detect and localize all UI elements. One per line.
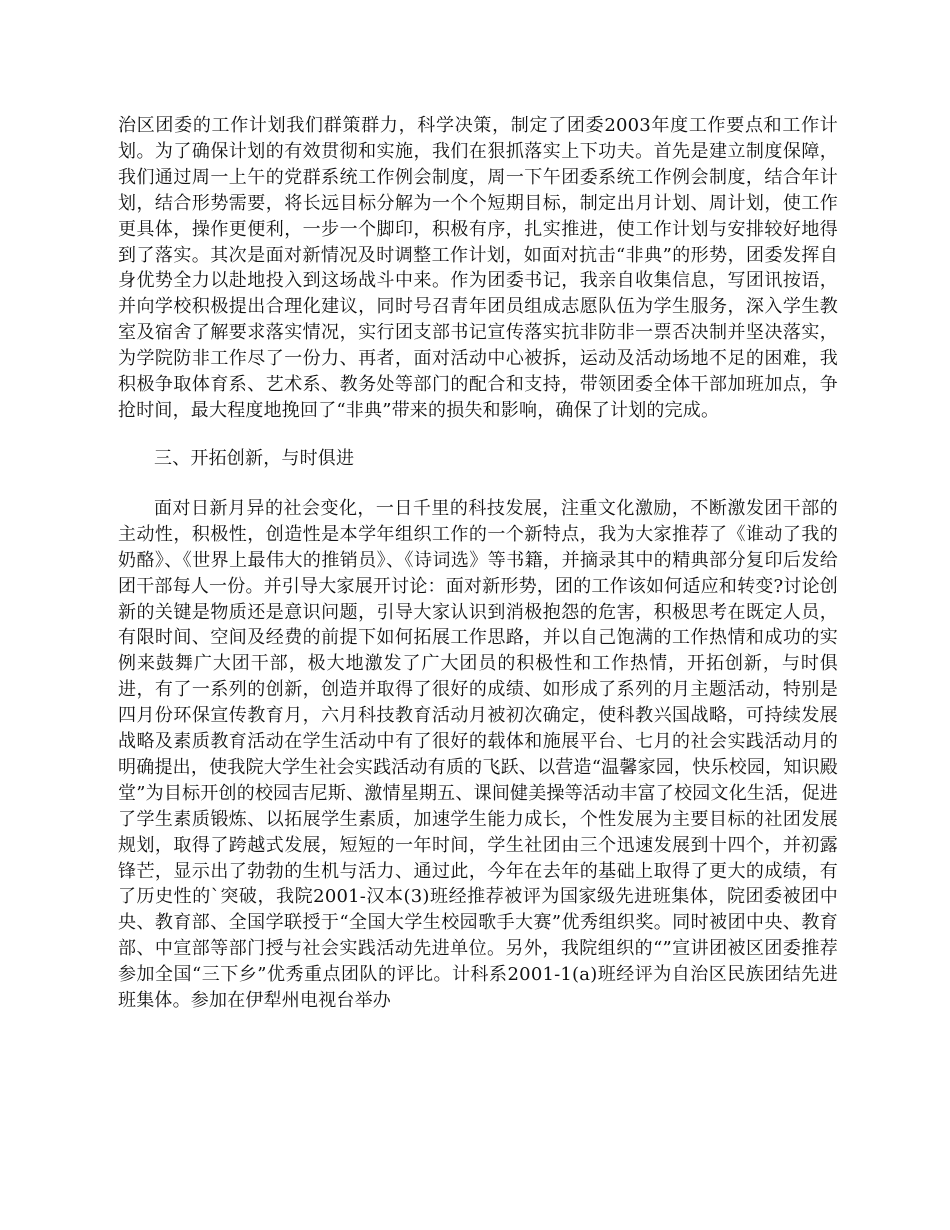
body-paragraph-innovation: 面对日新月异的社会变化，一日千里的科技发展，注重文化激励，不断激发团干部的主动性，积极性，创造性是本学年组织工作的一个新特点，我为大家推荐了《谁动了我的奶酪》、《世界上最伟大的推销员》、《诗词选》等书籍，并摘录其中的精典部分复印后发给团干部每人一份。并引导大家展开讨论：面对新形势，团的工作该如何适应和转变?讨论创新的关键是物质还是意识问题，引导大家认识到消极抱怨的危害，积极思考在既定人员，有限时间、空间及经费的前提下如何拓展工作思路，并以自己饱满的工作热情和成功的实例来鼓舞广大团干部，极大地激发了广大团员的积极性和工作热情，开拓创新，与时俱进，有了一系列的创新，创造并取得了很好的成绩、如形成了系列的月主题活动，特别是四月份环保宣传教育月，六月科技教育活动月被初次确定，使科教兴国战略，可持续发展战略及素质教育活动在学生活动中有了很好的载体和施展平台、七月的社会实践活动月的明确提出，使我院大学生社会实践活动有质的飞跃、以营造“温馨家园，快乐校园，知识殿堂”为目标开创的校园吉尼斯、激情星期五、课间健美操等活动丰富了校园文化生活，促进了学生素质锻炼、以拓展学生素质，加速学生能力成长，个性发展为主要目标的社团发展规划，取得了跨越式发展，短短的一年时间，学生社团由三个迅速发展到十四个，并初露锋芒，显示出了勃勃的生机与活力、通过此，今年在去年的基础上取得了更大的成绩，有了历史性的`突破，我院2001-汉本(3)班经推荐被评为国家级先进班集体，院团委被团中央、教育部、全国学联授于“全国大学生校园歌手大赛”优秀组织奖。同时被团中央、教育部、中宣部等部门授与社会实践活动先进单位。另外，我院组织的“”宣讲团被区团委推荐参加全国“三下乡”优秀重点团队的评比。计科系2001-1(a)班经评为自治区民族团结先进班集体。参加在伊犁州电视台举办 — [118, 497, 838, 1012]
body-paragraph-work-plan: 治区团委的工作计划我们群策群力，科学决策，制定了团委2003年度工作要点和工作计划。为了确保计划的有效贯彻和实施，我们在狠抓落实上下功夫。首先是建立制度保障，我们通过周一上午的党群系统工作例会制度，周一下午团委系统工作例会制度，结合年计划，结合形势需要，将长远目标分解为一个个短期目标，制定出月计划、周计划，使工作更具体，操作更便利，一步一个脚印，积极有序，扎实推进，使工作计划与安排较好地得到了落实。其次是面对新情况及时调整工作计划，如面对抗击“非典”的形势，团委发挥自身优势全力以赴地投入到这场战斗中来。作为团委书记，我亲自收集信息，写团讯按语，并向学校积极提出合理化建议，同时号召青年团员组成志愿队伍为学生服务，深入学生教室及宿舍了解要求落实情况，实行团支部书记宣传落实抗非防非一票否决制并坚决落实，为学院防非工作尽了一份力、再者，面对活动中心被拆，运动及活动场地不足的困难，我积极争取体育系、艺术系、教务处等部门的配合和支持，带领团委全体干部加班加点，争抢时间，最大程度地挽回了“非典”带来的损失和影响，确保了计划的完成。 — [118, 115, 838, 421]
document-page — [118, 113, 838, 1014]
section-heading: 三、开拓创新，与时俱进 — [154, 447, 355, 469]
